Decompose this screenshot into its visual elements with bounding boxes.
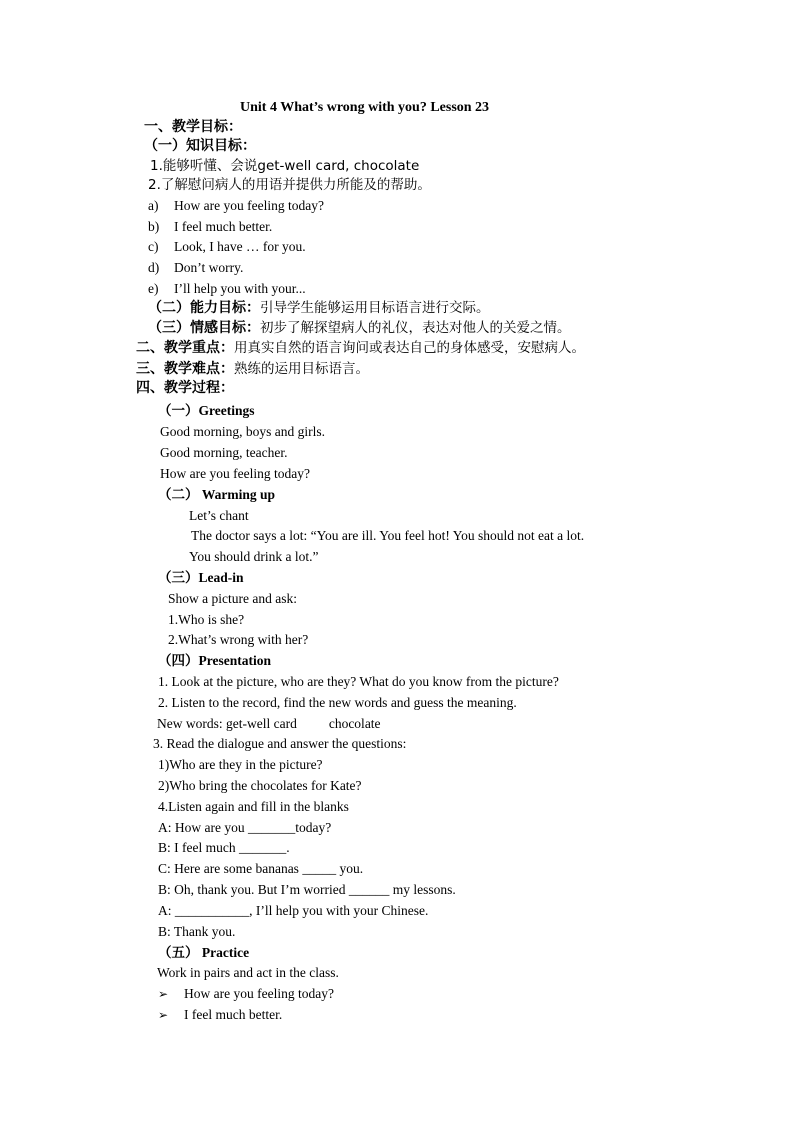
practice-instruction: Work in pairs and act in the class. xyxy=(157,965,339,980)
lead-in-line: 1.Who is she? xyxy=(168,612,245,627)
section-4-heading: 四、教学过程： xyxy=(136,380,234,396)
greeting-line: How are you feeling today? xyxy=(160,466,310,481)
new-words-line xyxy=(157,715,381,732)
dialog-line: B: Oh, thank you. But I’m worried ______ my lessons. xyxy=(158,882,456,897)
presentation-step-4: 4.Listen again and fill in the blanks xyxy=(158,799,349,814)
dialog-line: B: I feel much _______. xyxy=(158,840,290,855)
bullet-text: I feel much better. xyxy=(184,1007,283,1022)
section-3 xyxy=(136,360,369,378)
list-marker: e) xyxy=(148,281,159,296)
section-1-heading: 一、教学目标： xyxy=(144,119,242,135)
section-3-text: 熟练的运用目标语言。 xyxy=(234,361,369,377)
knowledge-goal-1: 1.能够听懂、会说get-well card, chocolate xyxy=(150,158,420,174)
ability-goal-text: 引导学生能够运用目标语言进行交际。 xyxy=(260,300,490,316)
ability-goal-label: （二）能力目标： xyxy=(148,300,260,316)
page-title: Unit 4 What’s wrong with you? Lesson 23 xyxy=(240,100,490,115)
list-text: I feel much better. xyxy=(174,219,273,234)
bullet-text: How are you feeling today? xyxy=(184,986,334,1001)
list-marker: c) xyxy=(148,239,159,254)
lead-in-heading: （三）Lead-in xyxy=(158,570,244,585)
ability-goal xyxy=(148,299,490,317)
list-marker: a) xyxy=(148,198,159,213)
chant-line-2: You should drink a lot.” xyxy=(189,549,319,564)
section-2-label: 二、教学重点： xyxy=(136,340,234,356)
list-item xyxy=(148,238,306,255)
emotion-goal-label: （三）情感目标： xyxy=(148,320,260,336)
dialog-line: A: How are you _______today? xyxy=(158,820,332,835)
list-item xyxy=(148,197,324,214)
arrow-bullet-icon: ➢ xyxy=(158,987,169,1001)
knowledge-goal-heading: （一）知识目标： xyxy=(144,138,256,154)
practice-heading: （五） Practice xyxy=(158,945,250,960)
greeting-line: Good morning, boys and girls. xyxy=(160,424,325,439)
question-line: 2)Who bring the chocolates for Kate? xyxy=(158,778,362,793)
warming-up-heading: （二） Warming up xyxy=(158,487,276,502)
list-text: How are you feeling today? xyxy=(174,198,324,213)
greeting-line: Good morning, teacher. xyxy=(160,445,288,460)
greetings-heading: （一）Greetings xyxy=(158,403,255,418)
list-item xyxy=(158,985,334,1003)
list-marker: b) xyxy=(148,219,160,234)
list-item xyxy=(158,1006,282,1024)
lead-in-line: 2.What’s wrong with her? xyxy=(168,632,309,647)
new-words-label: New words: get-well card xyxy=(157,716,297,731)
list-text: Don’t worry. xyxy=(174,260,244,275)
presentation-step-1: 1. Look at the picture, who are they? What do you know from the picture? xyxy=(158,674,559,689)
section-2-text: 用真实自然的语言询问或表达自己的身体感受，安慰病人。 xyxy=(234,340,585,356)
list-item xyxy=(148,280,306,297)
dialog-line: B: Thank you. xyxy=(158,924,236,939)
dialog-line: A: ___________, I’ll help you with your Chinese. xyxy=(158,903,429,918)
arrow-bullet-icon: ➢ xyxy=(158,1008,169,1022)
presentation-step-3: 3. Read the dialogue and answer the questions: xyxy=(153,736,407,751)
presentation-heading: （四）Presentation xyxy=(158,653,271,668)
emotion-goal-text: 初步了解探望病人的礼仪，表达对他人的关爱之情。 xyxy=(260,320,571,336)
list-text: Look, I have … for you. xyxy=(174,239,306,254)
list-marker: d) xyxy=(148,260,160,275)
list-text: I’ll help you with your... xyxy=(174,281,306,296)
new-word-chocolate: chocolate xyxy=(328,716,381,731)
lead-in-line: Show a picture and ask: xyxy=(168,591,297,606)
dialog-line: C: Here are some bananas _____ you. xyxy=(158,861,364,876)
section-3-label: 三、教学难点： xyxy=(136,361,234,377)
section-2 xyxy=(136,339,585,357)
list-item xyxy=(148,259,243,276)
knowledge-goal-2: 2.了解慰问病人的用语并提供力所能及的帮助。 xyxy=(148,177,431,193)
emotion-goal xyxy=(148,319,571,337)
chant-heading: Let’s chant xyxy=(189,508,249,523)
question-line: 1)Who are they in the picture? xyxy=(158,757,323,772)
chant-line-1: The doctor says a lot: “You are ill. You feel hot! You should not eat a lot. xyxy=(191,528,585,543)
list-item xyxy=(148,218,272,235)
presentation-step-2: 2. Listen to the record, find the new words and guess the meaning. xyxy=(158,695,517,710)
